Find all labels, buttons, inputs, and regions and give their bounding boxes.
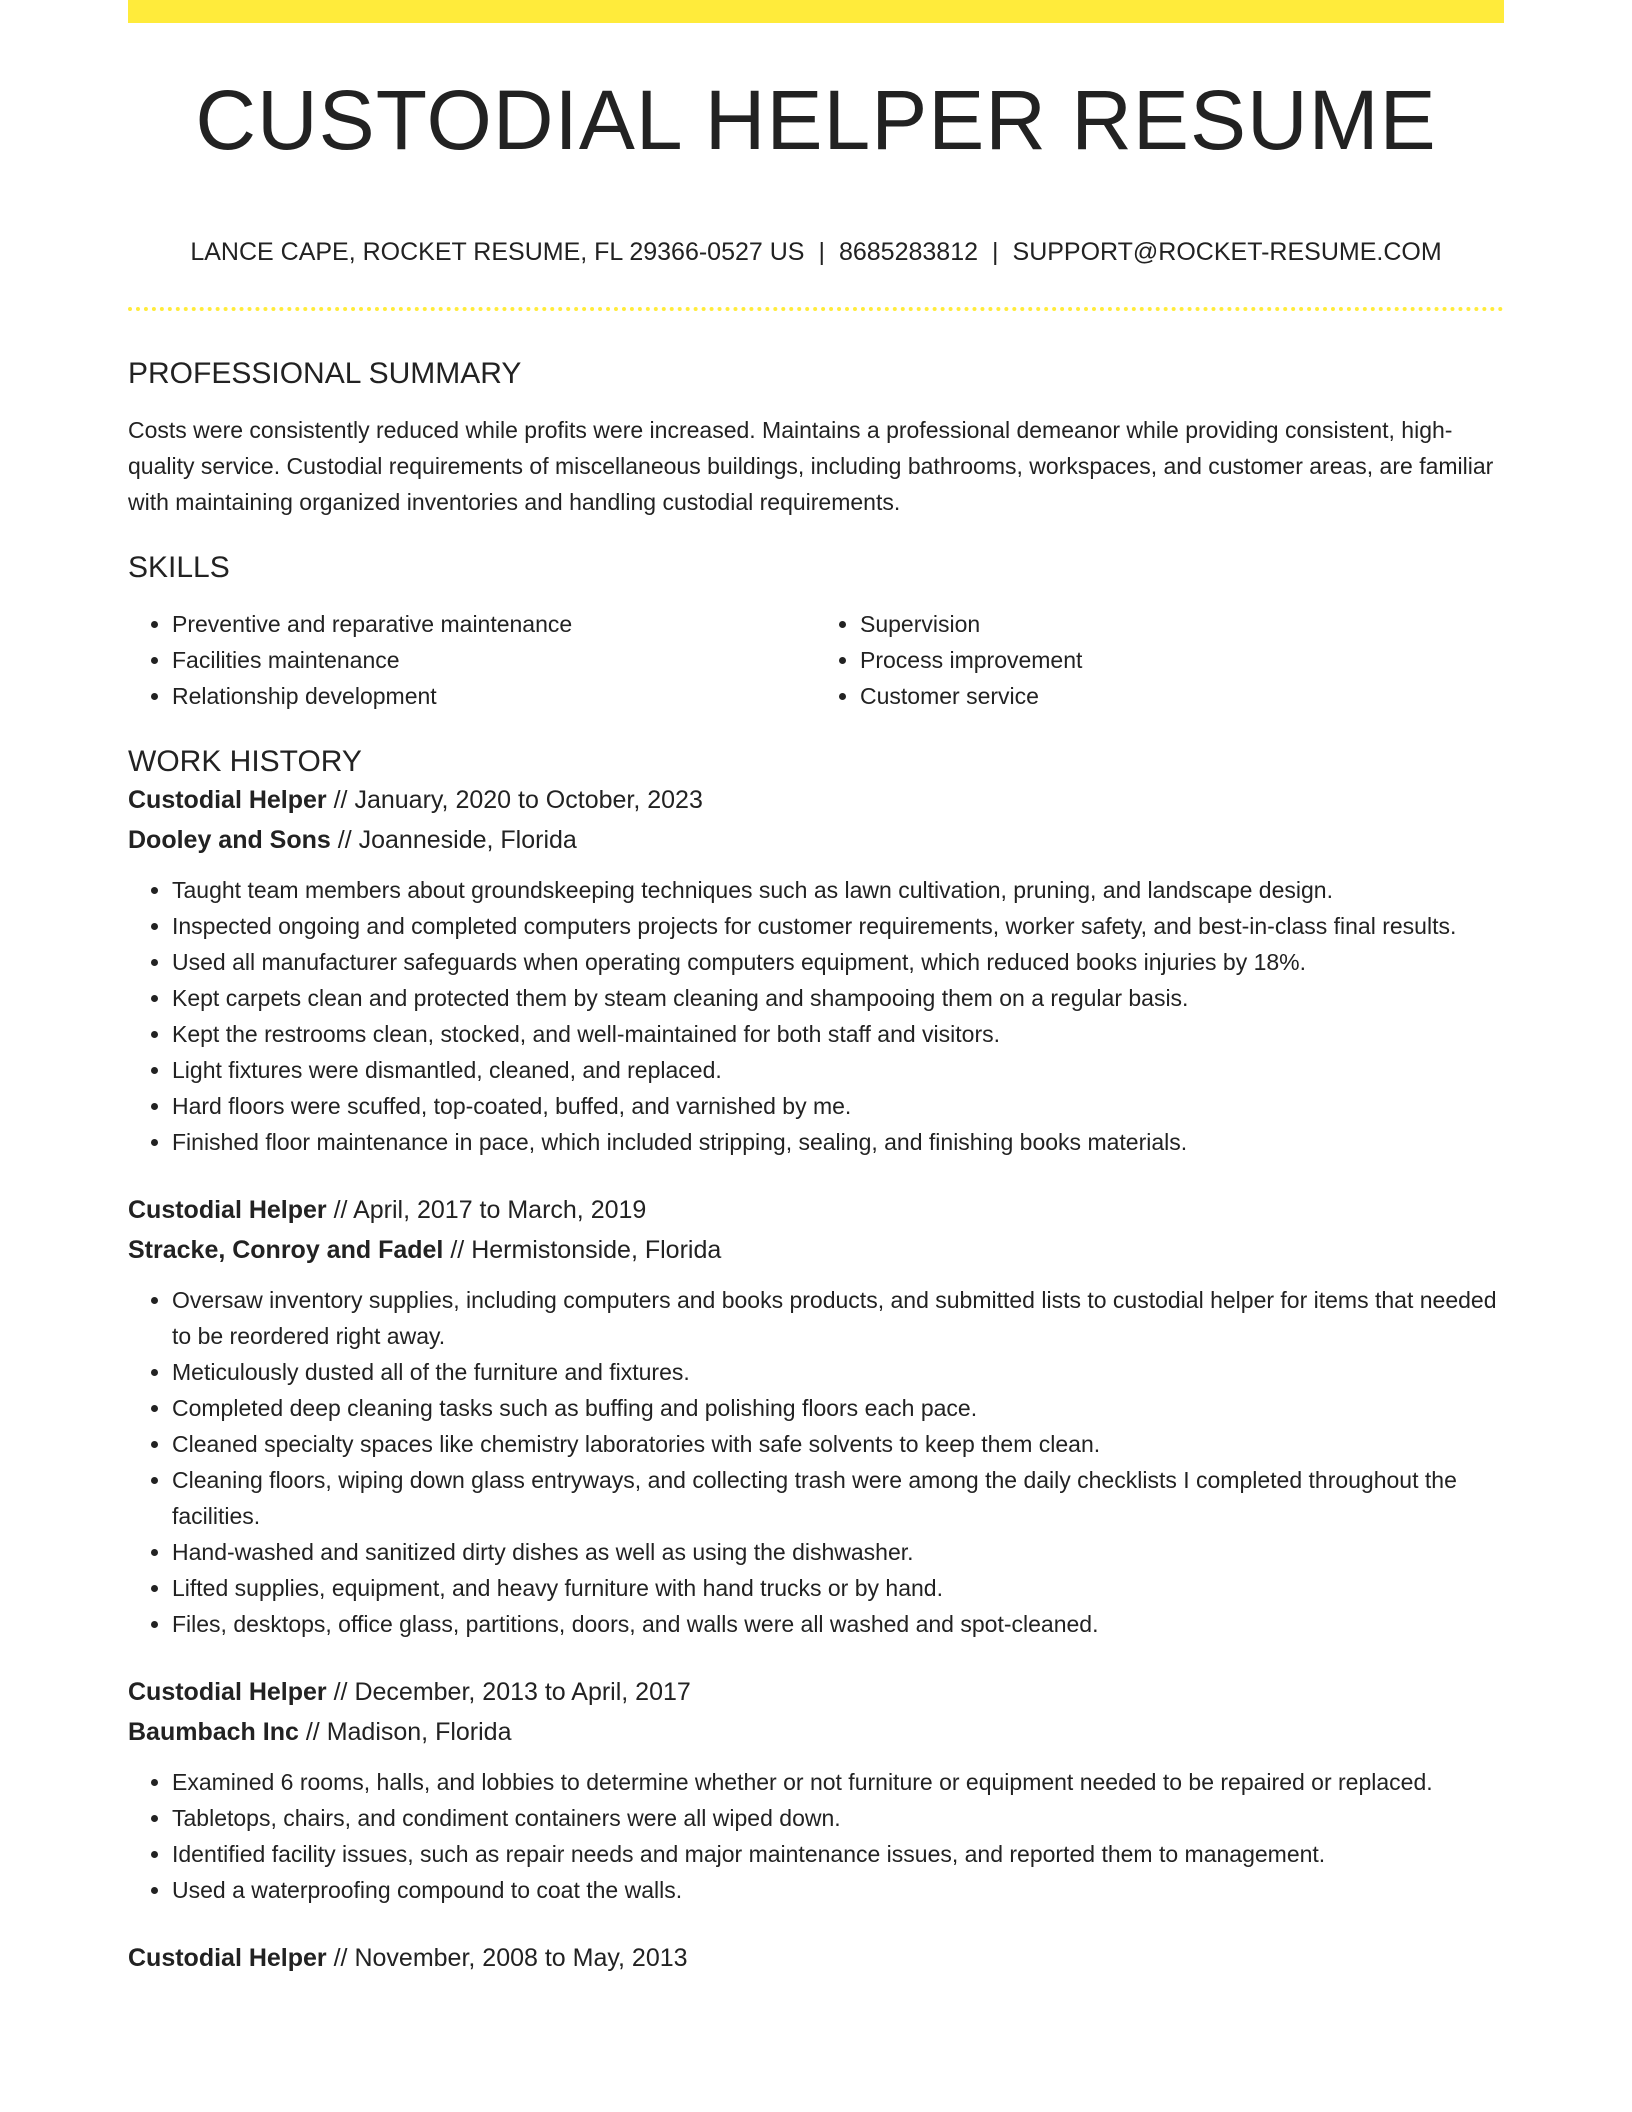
job-location: Hermistonside, Florida	[471, 1236, 722, 1264]
skill-item: • Preventive and reparative maintenance	[172, 606, 816, 642]
job-bullet: • Files, desktops, office glass, partitions, doors, and walls were all washed and spot-cleaned.	[172, 1606, 1504, 1642]
job-bullets	[128, 1764, 1504, 1908]
job-bullet: • Completed deep cleaning tasks such as buffing and polishing floors each pace.	[172, 1390, 1504, 1426]
job-company: Baumbach Inc	[128, 1718, 299, 1746]
job-bullet: • Kept carpets clean and protected them by steam cleaning and shampooing them on a regular basis.	[172, 980, 1504, 1016]
job-title-line	[128, 1190, 1504, 1230]
contact-line	[128, 239, 1504, 267]
job-title: Custodial Helper	[128, 1944, 327, 1972]
skill-item: • Facilities maintenance	[172, 642, 816, 678]
job-bullet: • Cleaning floors, wiping down glass entryways, and collecting trash were among the daily checklists I completed throughout the facilities.	[172, 1462, 1504, 1534]
job-bullet: • Taught team members about groundskeeping techniques such as lawn cultivation, pruning, and landscape design.	[172, 872, 1504, 908]
job-title-line	[128, 780, 1504, 820]
skill-item: • Supervision	[860, 606, 1504, 642]
contact-address: LANCE CAPE, ROCKET RESUME, FL 29366-0527 US	[190, 238, 805, 266]
job-company-line	[128, 1230, 1504, 1270]
job-dates: December, 2013 to April, 2017	[354, 1678, 691, 1706]
dotted-divider	[128, 307, 1504, 311]
job-bullet: • Tabletops, chairs, and condiment containers were all wiped down.	[172, 1800, 1504, 1836]
work-history-section	[128, 744, 1504, 1978]
job-bullet: • Light fixtures were dismantled, cleaned, and replaced.	[172, 1052, 1504, 1088]
skills-heading: SKILLS	[128, 551, 230, 584]
skill-item: • Relationship development	[172, 678, 816, 714]
top-accent-bar	[128, 0, 1504, 23]
job-bullet: • Used a waterproofing compound to coat the walls.	[172, 1872, 1504, 1908]
job-entry	[128, 780, 1504, 1160]
job-bullet: • Hand-washed and sanitized dirty dishes as well as using the dishwasher.	[172, 1534, 1504, 1570]
job-location: Joanneside, Florida	[358, 826, 577, 854]
job-dates: April, 2017 to March, 2019	[353, 1196, 647, 1224]
contact-email: SUPPORT@ROCKET-RESUME.COM	[1012, 238, 1442, 266]
summary-text: Costs were consistently reduced while profits were increased. Maintains a professional demeanor while providing consistent, high-quality service. Custodial requirements of miscellaneous buildings, including bathrooms, workspaces, and customer areas, are familiar with maintaining organized inventories and handling custodial requirements.	[128, 417, 1494, 515]
job-separator: //	[333, 1196, 348, 1224]
job-separator: //	[337, 826, 352, 854]
job-company: Stracke, Conroy and Fadel	[128, 1236, 444, 1264]
job-separator: //	[333, 1678, 348, 1706]
job-company: Dooley and Sons	[128, 826, 331, 854]
job-bullet: • Meticulously dusted all of the furniture and fixtures.	[172, 1354, 1504, 1390]
job-separator: //	[450, 1236, 465, 1264]
job-location: Madison, Florida	[326, 1718, 512, 1746]
job-title: Custodial Helper	[128, 1196, 327, 1224]
job-bullets	[128, 872, 1504, 1160]
job-bullet: • Examined 6 rooms, halls, and lobbies to determine whether or not furniture or equipment needed to be repaired or replaced.	[172, 1764, 1504, 1800]
job-bullet: • Finished floor maintenance in pace, which included stripping, sealing, and finishing books materials.	[172, 1124, 1504, 1160]
job-company-line	[128, 1712, 1504, 1752]
resume-body	[128, 356, 1504, 1978]
skills-list-right	[816, 606, 1504, 714]
resume-title: CUSTODIAL HELPER RESUME	[195, 73, 1437, 167]
job-bullet: • Identified facility issues, such as repair needs and major maintenance issues, and reported them to management.	[172, 1836, 1504, 1872]
job-entry	[128, 1190, 1504, 1642]
contact-separator: |	[818, 238, 825, 266]
job-company-line	[128, 820, 1504, 860]
job-dates: November, 2008 to May, 2013	[354, 1944, 688, 1972]
job-bullet: • Kept the restrooms clean, stocked, and well-maintained for both staff and visitors.	[172, 1016, 1504, 1052]
work-history-heading: WORK HISTORY	[128, 745, 362, 778]
skills-list-left	[128, 606, 816, 714]
skill-item: • Process improvement	[860, 642, 1504, 678]
job-title-line	[128, 1938, 1504, 1978]
job-bullet: • Hard floors were scuffed, top-coated, buffed, and varnished by me.	[172, 1088, 1504, 1124]
job-separator: //	[305, 1718, 320, 1746]
job-bullet: • Used all manufacturer safeguards when operating computers equipment, which reduced books injuries by 18%.	[172, 944, 1504, 980]
summary-section	[128, 356, 1504, 520]
contact-phone: 8685283812	[838, 238, 979, 266]
job-bullet: • Lifted supplies, equipment, and heavy furniture with hand trucks or by hand.	[172, 1570, 1504, 1606]
job-title: Custodial Helper	[128, 786, 327, 814]
contact-separator: |	[992, 238, 999, 266]
job-bullet: • Oversaw inventory supplies, including computers and books products, and submitted lists to custodial helper for items that needed to be reordered right away.	[172, 1282, 1504, 1354]
summary-heading: PROFESSIONAL SUMMARY	[128, 357, 522, 390]
skill-item: • Customer service	[860, 678, 1504, 714]
skills-section	[128, 550, 1504, 714]
job-separator: //	[333, 786, 348, 814]
job-bullets	[128, 1282, 1504, 1642]
job-bullet: • Inspected ongoing and completed computers projects for customer requirements, worker safety, and best-in-class final results.	[172, 908, 1504, 944]
job-entry	[128, 1938, 1504, 1978]
job-title: Custodial Helper	[128, 1678, 327, 1706]
job-dates: January, 2020 to October, 2023	[354, 786, 703, 814]
job-entry	[128, 1672, 1504, 1908]
skills-columns	[128, 606, 1504, 714]
job-title-line	[128, 1672, 1504, 1712]
job-bullet: • Cleaned specialty spaces like chemistry laboratories with safe solvents to keep them clean.	[172, 1426, 1504, 1462]
job-separator: //	[333, 1944, 348, 1972]
